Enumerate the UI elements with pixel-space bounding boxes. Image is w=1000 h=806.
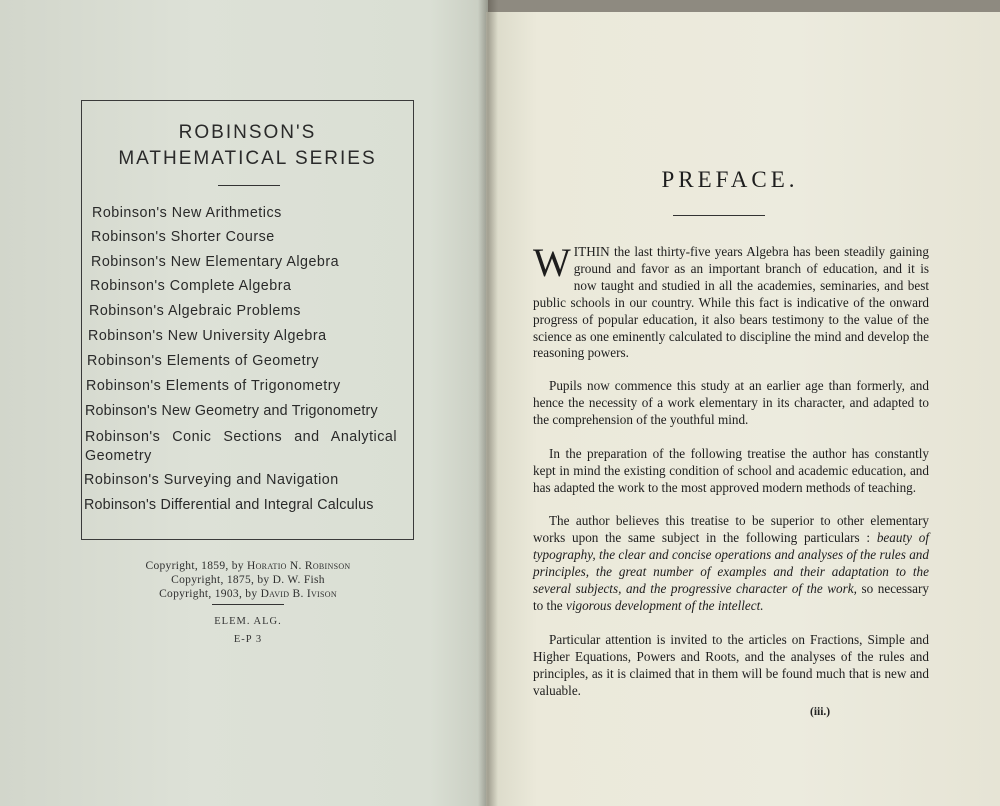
paragraph-text: ITHIN the last thirty-five years Algebra has been steadily gaining ground and favor as an important branch of education, and it is now taught and studied in all the academies, seminaries, and best public schools in our country. While this fact is indicative of the onward progress of popular education, it also bears testimony to the value of the science as one eminently calculated to discipline the mind and develop the reasoning powers. — [533, 244, 929, 361]
copyright-prefix: Copyright, 1875, by — [171, 574, 273, 586]
copyright-holder: D. W. Fish — [272, 574, 325, 586]
copyright-prefix: Copyright, 1903, by — [159, 588, 261, 600]
copyright-line — [80, 573, 416, 587]
preface-paragraph: Particular attention is invited to the articles on Fractions, Simple and Higher Equations, Powers and Roots, and the analyses of the rules and principles, as it is claimed that in them will be found much that is new and valuable. — [533, 632, 929, 698]
book-spine-shadow — [478, 0, 498, 806]
preface-paragraph — [533, 513, 929, 614]
paragraph-text: so necessary to the — [533, 580, 929, 613]
book-item: Robinson's Conic Sections and Analytical Geometry — [85, 429, 397, 464]
copyright-line — [80, 559, 416, 573]
series-title-line1: ROBINSON'S — [178, 122, 317, 143]
title-rule — [218, 185, 280, 186]
page-title: PREFACE. — [661, 167, 799, 192]
book-item: Robinson's New Geometry and Trigonometry — [85, 403, 378, 419]
preface-paragraph: Pupils now commence this study at an earlier age than formerly, and hence the necessity of a work elementary in its character, and adapted to the comprehension of the youthful mind. — [533, 378, 929, 427]
series-box — [81, 100, 414, 540]
copyright-holder: David B. Ivison — [260, 588, 337, 600]
book-item: Robinson's Differential and Integral Calculus — [84, 497, 374, 513]
book-item: Robinson's Algebraic Problems — [89, 303, 301, 319]
book-item: Robinson's Surveying and Navigation — [84, 472, 339, 488]
print-code: E-P 3 — [233, 634, 263, 645]
preface-paragraph — [533, 240, 929, 362]
book-item: Robinson's Shorter Course — [91, 229, 275, 245]
book-item: Robinson's New Arithmetics — [92, 205, 282, 221]
page-number: (iii.) — [810, 706, 831, 718]
drop-cap: W — [533, 240, 571, 285]
copyright-prefix: Copyright, 1859, by — [145, 560, 247, 572]
copyright-holder: Horatio N. Robinson — [247, 560, 351, 572]
title-rule — [673, 215, 765, 216]
book-item: Robinson's New University Algebra — [88, 328, 327, 344]
edition-code: ELEM. ALG. — [214, 616, 282, 627]
preface-paragraph: In the preparation of the following treatise the author has constantly kept in mind the existing condition of school and academic education, and has adapted the work to the most approved modern methods of teaching. — [533, 446, 929, 495]
italic-text: vigorous development of the intellect. — [565, 597, 764, 613]
book-item: Robinson's Complete Algebra — [90, 278, 292, 294]
series-title-line2: MATHEMATICAL SERIES — [118, 148, 377, 169]
italic-text: beauty of typography, the clear and concise operations and analyses of the rules and principles, the great number of examples and their adaptation to the several subjects, and the progressive character of the work, — [533, 529, 929, 596]
book-item: Robinson's Elements of Trigonometry — [86, 378, 341, 394]
book-item: Robinson's Elements of Geometry — [87, 353, 319, 369]
book-item: Robinson's New Elementary Algebra — [91, 254, 340, 270]
copyright-rule — [212, 604, 284, 605]
paragraph-text: The author believes this treatise to be superior to other elementary works upon the same subject in the following particulars : — [533, 513, 929, 545]
copyright-line — [80, 587, 416, 601]
